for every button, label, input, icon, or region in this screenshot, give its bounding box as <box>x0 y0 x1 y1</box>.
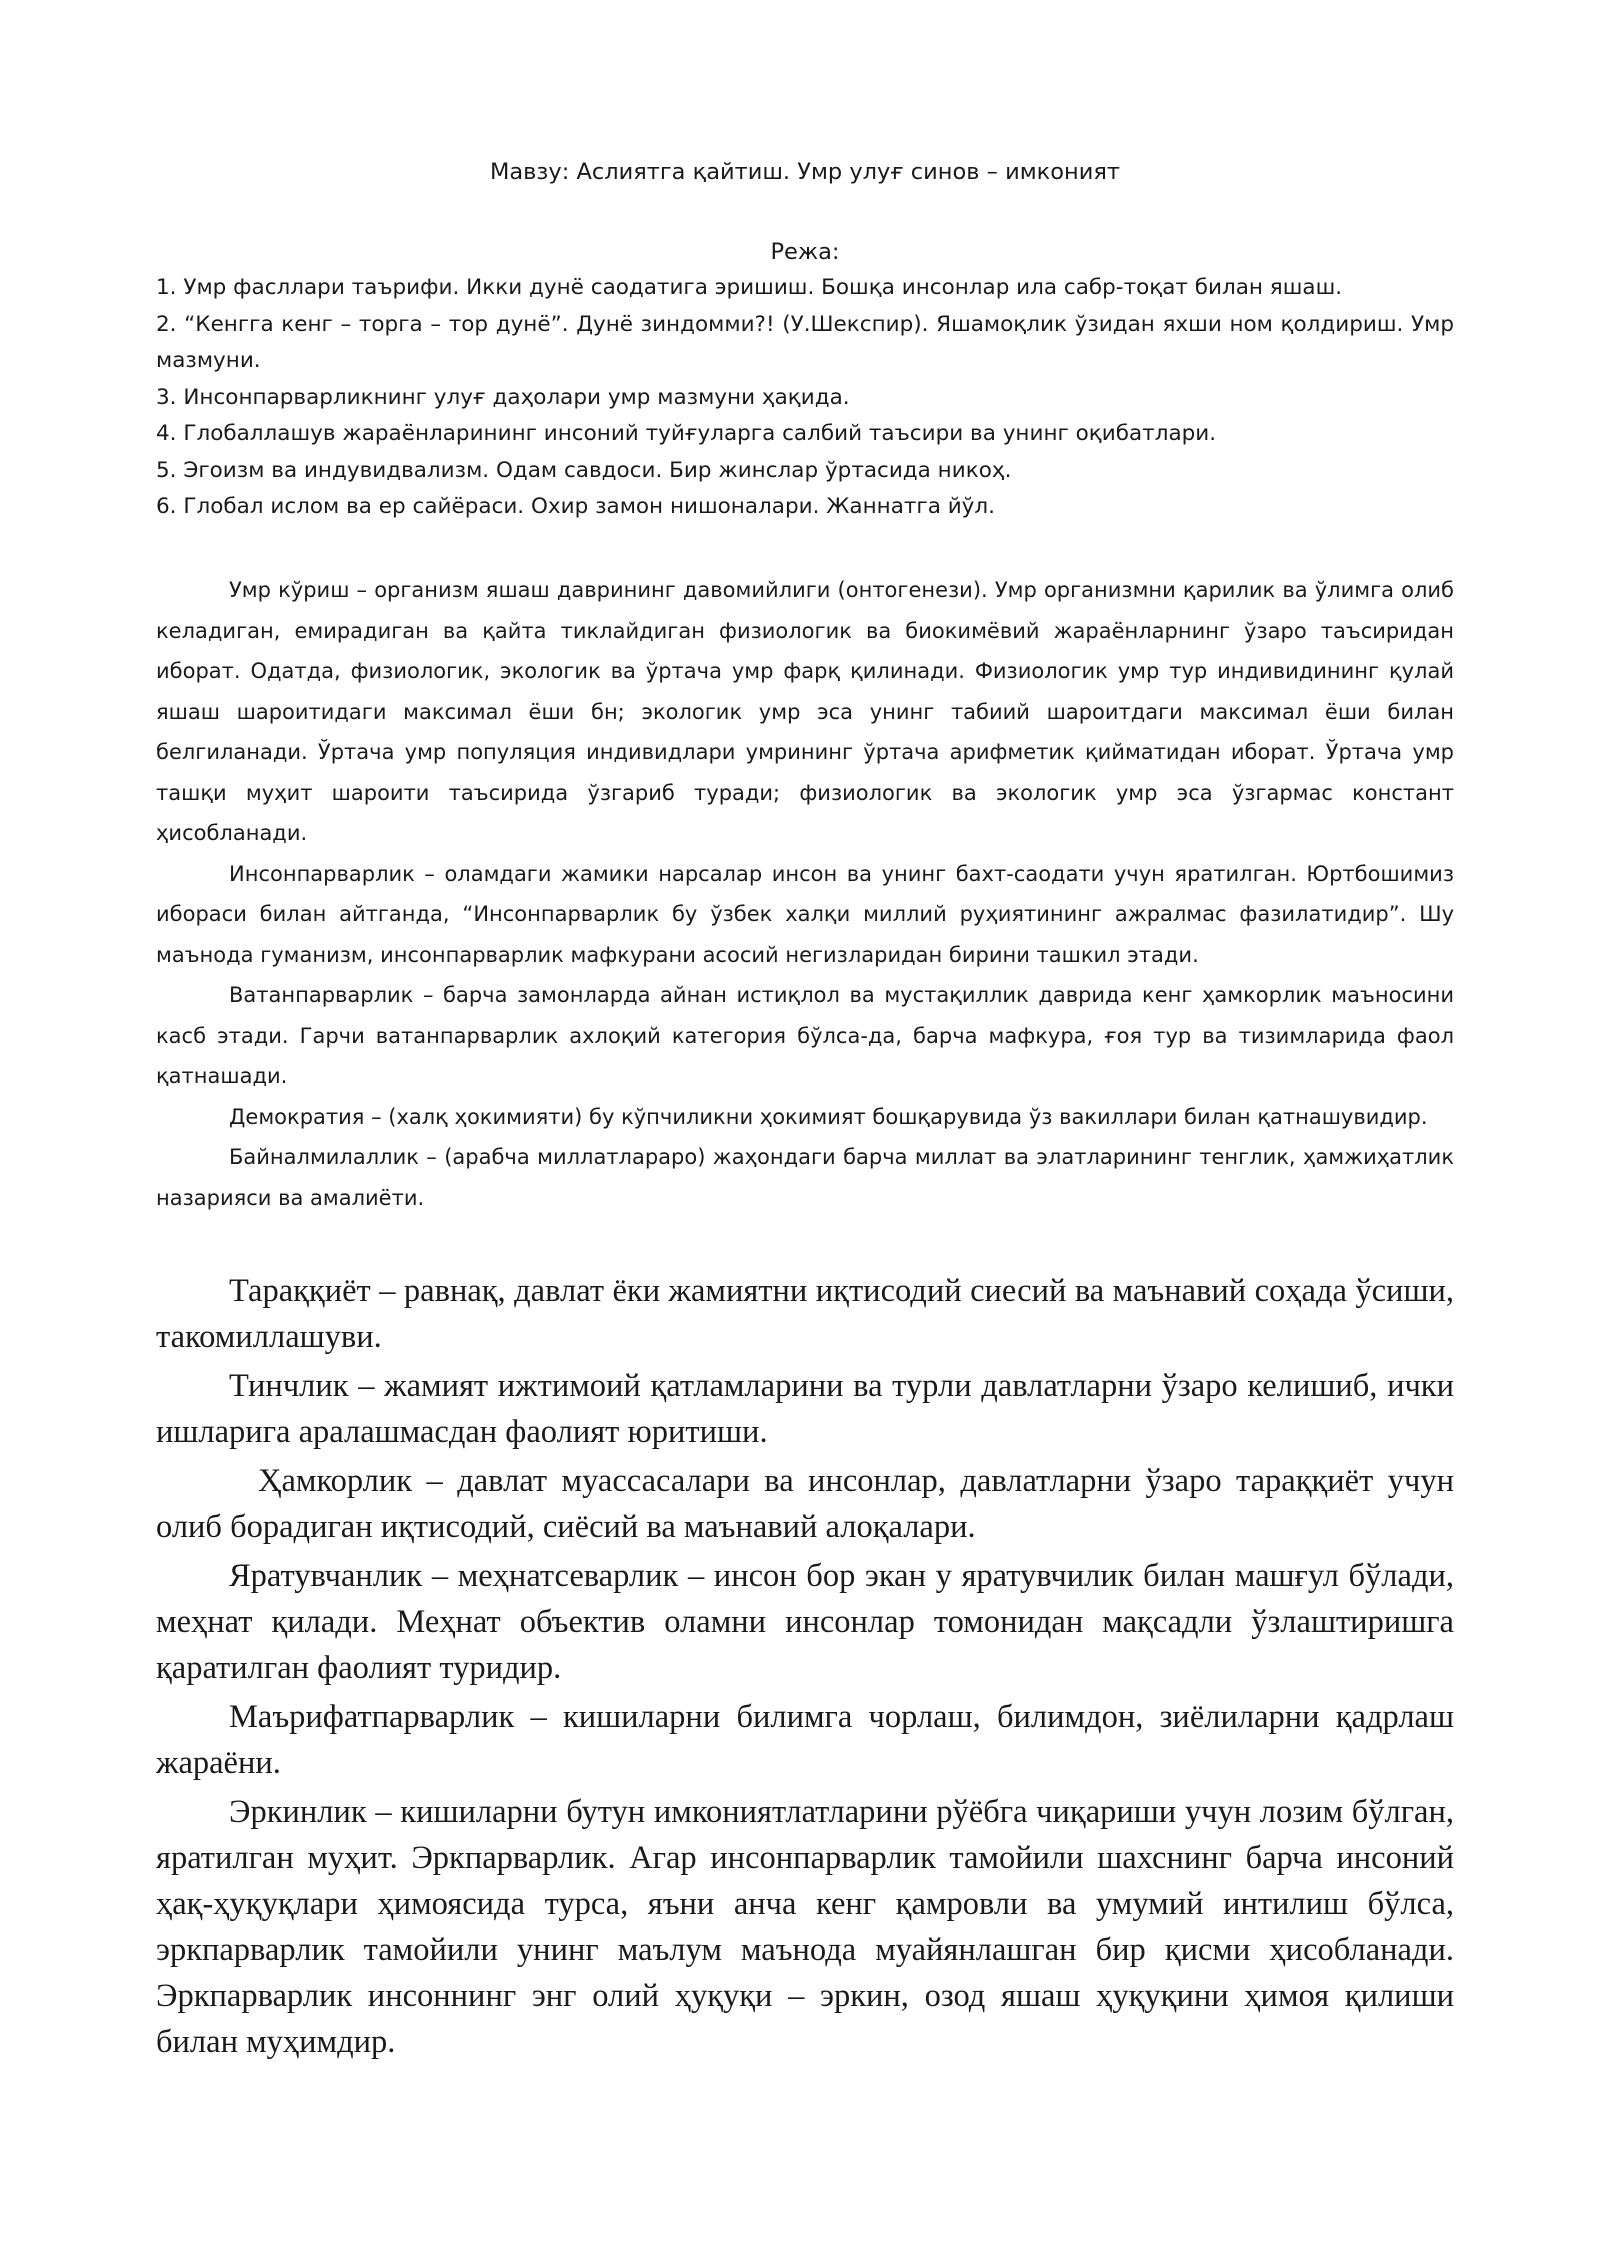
definition-paragraph: Демократия – (халқ ҳокимияти) бу кўпчиликни ҳокимият бошқарувида ўз вакиллари билан қатнашувидир. <box>229 1104 1428 1129</box>
plan-item: 3. Инсонпарварликнинг улуғ даҳолари умр мазмуни ҳақида. <box>156 384 850 410</box>
plan-item: 1. Умр фасллари таърифи. Икки дунё саодатига эришиш. Бошқа инсонлар ила сабр-тоқат билан яшаш. <box>156 275 1343 300</box>
value-paragraph: Маърифатпарварлик – кишиларни билимга чорлаш, билимдон, зиёлиларни қадрлаш жараёни. <box>156 1699 1454 1781</box>
value-paragraph: Тинчлик – жамият ижтимоий қатламларини ва турли давлатларни ўзаро келишиб, ички ишларига аралашмасдан фаолият юритиши. <box>156 1368 1454 1450</box>
definition-paragraph: Умр кўриш – организм яшаш даврининг давомийлиги (онтогенези). Умр организмни қарилик ва ўлимга олиб келадиган, емирадиган ва қайта тиклайдиган физиологик ва биокимёвий жараёнларнинг ўзаро таъсиридан иборат. Одатда, физиологик, экологик ва ўртача умр фарқ қилинади. Физиологик умр тур индивидининг қулай яшаш шароитидаги максимал ёши бн; экологик умр эса унинг табиий шароитдаги максимал ёши билан белгиланади. Ўртача умр популяция индивидлари умрининг ўртача арифметик қийматидан иборат. Ўртача умр ташқи муҳит шароити таъсирида ўзгариб туради; физиологик ва экологик умр эса ўзгармас констант ҳисобланади. <box>156 578 1454 845</box>
definition-paragraph: Инсонпарварлик – оламдаги жамики нарсалар инсон ва унинг бахт-саодати учун яратилган. Юртбошимиз ибораси билан айтганда, “Инсонпарварлик бу ўзбек халқи миллий руҳиятининг ажралмас фазилатидир”. Шу маънода гуманизм, инсонпарварлик мафкурани асосий негизларидан бирини ташкил этади. <box>156 861 1454 967</box>
plan-item: 5. Эгоизм ва индувидвализм. Одам савдоси. Бир жинслар ўртасида никоҳ. <box>156 457 1012 483</box>
plan-heading: Режа: <box>770 239 840 265</box>
value-paragraph: Эркинлик – кишиларни бутун имкониятлатларини рўёбга чиқариши учун лозим бўлган, яратилган муҳит. Эркпарварлик. Агар инсонпарварлик тамойили шахснинг барча инсоний ҳақ-ҳуқуқлари ҳимоясида турса, яъни анча кенг қамровли ва умумий интилиш бўлса, эркпарварлик тамойили унинг маълум маънода муайянлашган бир қисми ҳисобланади. Эркпарварлик инсоннинг энг олий ҳуқуқи – эркин, озод яшаш ҳуқуқини ҳимоя қилиши билан муҳимдир. <box>156 1794 1454 2060</box>
value-paragraph: Яратувчанлик – меҳнатсеварлик – инсон бор экан у яратувчилик билан машғул бўлади, меҳнат қилади. Меҳнат объектив оламни инсонлар томонидан мақсадли ўзлаштиришга қаратилган фаолият туридир. <box>156 1558 1454 1686</box>
values-section <box>156 1268 1454 2068</box>
definition-paragraph: Байналмилаллик – (арабча миллатлараро) жаҳондаги барча миллат ва элатларининг тенглик, ҳамжиҳатлик назарияси ва амалиёти. <box>156 1145 1454 1210</box>
document-title: Мавзу: Аслиятга қайтиш. Умр улуғ синов – имконият <box>489 159 1121 185</box>
definitions-section <box>156 570 1454 1218</box>
plan-item: 6. Глобал ислом ва ер сайёраси. Охир замон нишоналари. Жаннатга йўл. <box>156 494 995 519</box>
plan-item: 4. Глобаллашув жараёнларининг инсоний туйғуларга салбий таъсири ва унинг оқибатлари. <box>156 421 1217 446</box>
value-paragraph: Тараққиёт – равнақ, давлат ёки жамиятни иқтисодий сиесий ва маънавий соҳада ўсиши, такомиллашуви. <box>156 1273 1454 1355</box>
definition-paragraph: Ватанпарварлик – барча замонларда айнан истиқлол ва мустақиллик даврида кенг ҳамкорлик маъносини касб этади. Гарчи ватанпарварлик ахлоқий категория бўлса-да, барча мафкура, ғоя тур ва тизимларида фаол қатнашади. <box>156 983 1454 1088</box>
plan-item: 2. “Кенгга кенг – торга – тор дунё”. Дунё зиндомми?! (У.Шекспир). Яшамоқлик ўзидан яхши ном қолдириш. Умр мазмуни. <box>156 311 1454 373</box>
value-paragraph: Ҳамкорлик – давлат муассасалари ва инсонлар, давлатларни ўзаро тараққиёт учун олиб борадиган иқтисодий, сиёсий ва маънавий алоқалари. <box>156 1463 1454 1545</box>
plan-list <box>156 270 1454 526</box>
